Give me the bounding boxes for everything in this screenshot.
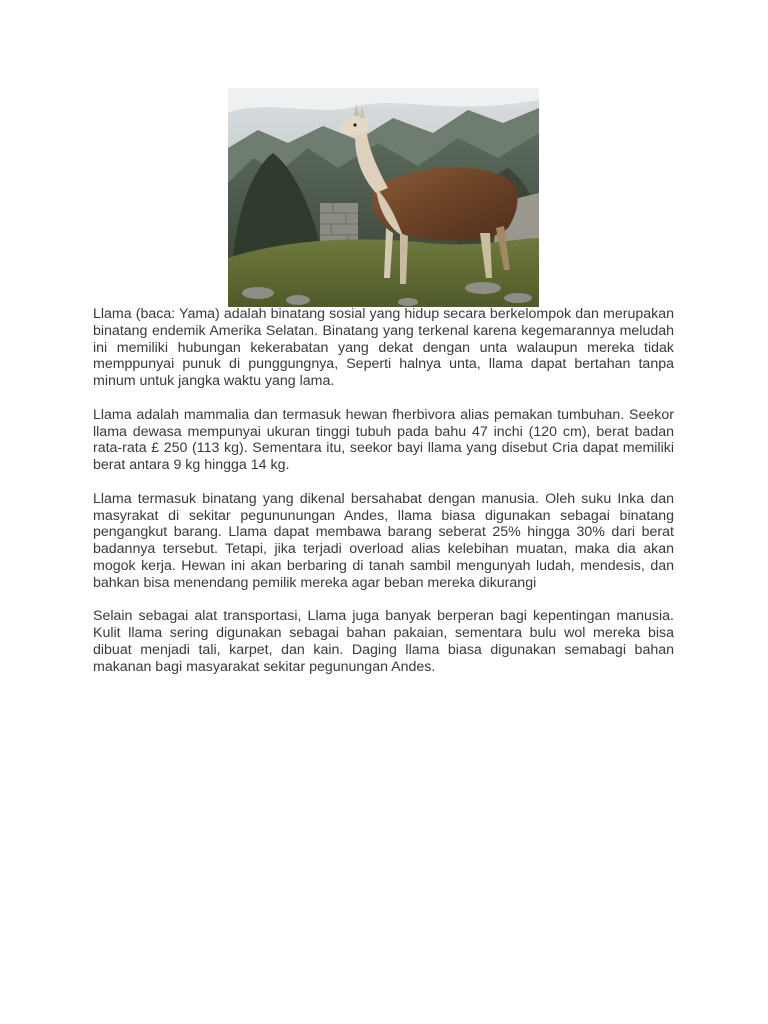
paragraph-4: Selain sebagai alat transportasi, Llama juga banyak berperan bagi kepentingan manusia. Kulit llama sering digunakan sebagai bahan pakaian, sementara bulu wol mereka bisa dibuat menjadi tali, karpet, dan kain. Daging llama biasa digunakan semabagi bahan makanan bagi masyarakat sekitar pegunungan Andes. <box>93 608 674 675</box>
article-body <box>93 306 674 692</box>
paragraph-2: Llama adalah mammalia dan termasuk hewan fherbivora alias pemakan tumbuhan. Seekor llama dewasa mempunyai ukuran tinggi tubuh pada bahu 47 inchi (120 cm), berat badan rata-rata £ 250 (113 kg). Sementara itu, seekor bayi llama yang disebut Cria dapat memiliki berat antara 9 kg hingga 14 kg. <box>93 406 674 474</box>
llama-photo <box>228 88 539 307</box>
paragraph-1: Llama (baca: Yama) adalah binatang sosial yang hidup secara berkelompok dan merupakan binatang endemik Amerika Selatan. Binatang yang terkenal karena kegemarannya meludah ini memiliki hubungan kekerabatan yang dekat dengan unta walaupun mereka tidak memppunyai punuk di punggungnya, Seperti halnya unta, llama dapat bertahan tanpa minum untuk jangka waktu yang lama. <box>93 306 674 390</box>
paragraph-3: Llama termasuk binatang yang dikenal bersahabat dengan manusia. Oleh suku Inka dan masyrakat di sekitar pegununungan Andes, llama biasa digunakan sebagai binatang pengangkut barang. Llama dapat membawa barang seberat 25% hingga 30% dari berat badannya tersebut. Tetapi, jika terjadi overload alias kelebihan muatan, maka dia akan mogok kerja. Hewan ini akan berbaring di tanah sambil mengunyah ludah, mendesis, dan bahkan bisa menendang pemilik mereka agar beban mereka dikurangi <box>93 490 674 591</box>
